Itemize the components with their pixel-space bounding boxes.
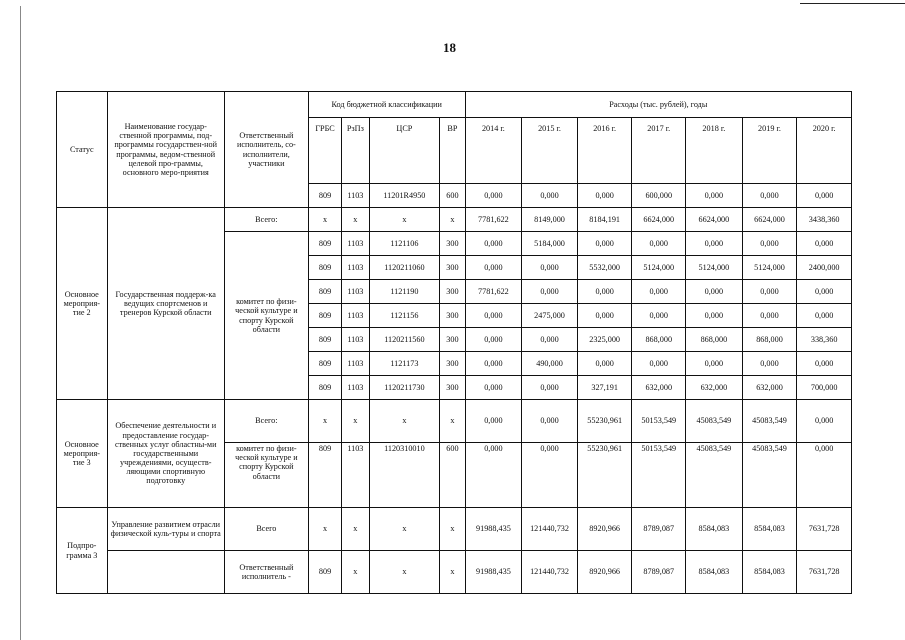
table-row <box>57 400 852 443</box>
cell: 0,000 <box>465 256 522 280</box>
cell: 300 <box>440 280 465 304</box>
cell: 327,191 <box>577 376 632 400</box>
cell: 809 <box>308 304 341 328</box>
cell: 0,000 <box>686 184 743 208</box>
cell: 0,000 <box>465 352 522 376</box>
header-status: Статус <box>57 92 108 208</box>
cell: 809 <box>308 280 341 304</box>
sub3-name: Управление развитием отрасли физической куль-туры и спорта <box>107 508 224 551</box>
cell: 7631,728 <box>797 508 852 551</box>
cell: 0,000 <box>465 232 522 256</box>
cell: 1121106 <box>369 232 440 256</box>
cell: 45083,549 <box>742 400 797 443</box>
cell: 0,000 <box>577 304 632 328</box>
cell: 50153,549 <box>632 400 686 443</box>
cell: х <box>342 400 369 443</box>
cell: 0,000 <box>522 400 578 443</box>
cell: 0,000 <box>797 443 852 508</box>
cell: 1120211060 <box>369 256 440 280</box>
cell: 809 <box>308 443 341 508</box>
cell: 300 <box>440 256 465 280</box>
cell: 45083,549 <box>686 400 743 443</box>
cell: 1120211730 <box>369 376 440 400</box>
cell: х <box>369 400 440 443</box>
cell: 0,000 <box>465 376 522 400</box>
m3-total-label: Всего: <box>224 400 308 443</box>
cell: 121440,732 <box>522 508 578 551</box>
cell: 8584,083 <box>686 508 743 551</box>
top-right-rule <box>800 3 905 4</box>
cell: 600 <box>440 184 465 208</box>
cell: 700,000 <box>797 376 852 400</box>
cell: 868,000 <box>686 328 743 352</box>
cell: 0,000 <box>522 256 578 280</box>
cell: 632,000 <box>742 376 797 400</box>
header-expenses: Расходы (тыс. рублей), годы <box>465 92 851 118</box>
cell: х <box>440 208 465 232</box>
m2-total-label: Всего: <box>224 208 308 232</box>
cell: 8920,966 <box>577 551 632 594</box>
cell: 632,000 <box>632 376 686 400</box>
m3-name: Обеспечение деятельности и предоставление государ-ственных услуг областны-ми государственными учреждениями, осуществ-ляющими спортивную подготовку <box>107 400 224 508</box>
budget-table <box>56 91 852 594</box>
cell: 1121173 <box>369 352 440 376</box>
cell: 8584,083 <box>742 551 797 594</box>
cell: х <box>342 551 369 594</box>
cell: 8789,087 <box>632 551 686 594</box>
cell: х <box>308 208 341 232</box>
cell: 55230,961 <box>577 400 632 443</box>
header-row-1 <box>57 92 852 118</box>
cell: 0,000 <box>797 184 852 208</box>
cell: 45083,549 <box>742 443 797 508</box>
cell: 338,360 <box>797 328 852 352</box>
cell: 0,000 <box>742 280 797 304</box>
cell: 1121190 <box>369 280 440 304</box>
cell: 1121156 <box>369 304 440 328</box>
cell: 7781,622 <box>465 280 522 304</box>
cell: 8149,000 <box>522 208 578 232</box>
cell: 0,000 <box>632 232 686 256</box>
cell: 2475,000 <box>522 304 578 328</box>
cell: 809 <box>308 232 341 256</box>
cell: 0,000 <box>522 280 578 304</box>
cell: 6624,000 <box>632 208 686 232</box>
cell: 1103 <box>342 184 369 208</box>
header-year-2014: 2014 г. <box>465 118 522 184</box>
cell: 0,000 <box>742 232 797 256</box>
cell: 300 <box>440 328 465 352</box>
cell: 809 <box>308 352 341 376</box>
cell: 0,000 <box>577 184 632 208</box>
cell: 1103 <box>342 280 369 304</box>
cell: 809 <box>308 328 341 352</box>
cell: х <box>369 208 440 232</box>
m2-status: Основное мероприя-тие 2 <box>57 208 108 400</box>
cell: 0,000 <box>522 376 578 400</box>
sub3-status: Подпро-грамма 3 <box>57 508 108 594</box>
header-year-2016: 2016 г. <box>577 118 632 184</box>
cell: 0,000 <box>465 443 522 508</box>
header-rzpr: РзПз <box>342 118 369 184</box>
cell: 809 <box>308 256 341 280</box>
cell: 809 <box>308 551 341 594</box>
header-year-2015: 2015 г. <box>522 118 578 184</box>
cell: х <box>342 508 369 551</box>
cell: 0,000 <box>742 352 797 376</box>
cell: 0,000 <box>686 232 743 256</box>
cell: 1103 <box>342 328 369 352</box>
cell: 7631,728 <box>797 551 852 594</box>
cell: 1103 <box>342 304 369 328</box>
cell: 632,000 <box>686 376 743 400</box>
sub3-empty-name <box>107 551 224 594</box>
sub3-executor: Ответственный исполнитель - <box>224 551 308 594</box>
cell: х <box>369 551 440 594</box>
cell: 45083,549 <box>686 443 743 508</box>
cell: 1103 <box>342 352 369 376</box>
cell: 7781,622 <box>465 208 522 232</box>
cell: 121440,732 <box>522 551 578 594</box>
cell: х <box>369 508 440 551</box>
cell: 11201R4950 <box>369 184 440 208</box>
cell: 0,000 <box>465 400 522 443</box>
cell: 1103 <box>342 256 369 280</box>
cell: 0,000 <box>797 232 852 256</box>
header-year-2017: 2017 г. <box>632 118 686 184</box>
cell: 5124,000 <box>686 256 743 280</box>
sub3-total-label: Всего <box>224 508 308 551</box>
cell: 0,000 <box>797 304 852 328</box>
cell: 8920,966 <box>577 508 632 551</box>
cell: 5184,000 <box>522 232 578 256</box>
cell: 91988,435 <box>465 508 522 551</box>
cell: 600,000 <box>632 184 686 208</box>
cell: 0,000 <box>577 352 632 376</box>
cell: 8584,083 <box>742 508 797 551</box>
cell: 0,000 <box>522 328 578 352</box>
cell: 6624,000 <box>742 208 797 232</box>
cell: 1103 <box>342 443 369 508</box>
cell: 1103 <box>342 376 369 400</box>
cell: 490,000 <box>522 352 578 376</box>
table-row <box>57 208 852 232</box>
cell: 300 <box>440 304 465 328</box>
cell: 809 <box>308 184 341 208</box>
table-row <box>57 551 852 594</box>
cell: 0,000 <box>522 443 578 508</box>
header-vr: ВР <box>440 118 465 184</box>
cell: х <box>440 508 465 551</box>
cell: 0,000 <box>686 280 743 304</box>
cell: 0,000 <box>577 280 632 304</box>
cell: 0,000 <box>686 352 743 376</box>
cell: 91988,435 <box>465 551 522 594</box>
cell: 8789,087 <box>632 508 686 551</box>
cell: 1103 <box>342 232 369 256</box>
m3-executor: комитет по физи-ческой культуре и спорту Курской области <box>224 443 308 508</box>
header-budget-code: Код бюджетной классификации <box>308 92 465 118</box>
cell: 809 <box>308 376 341 400</box>
m2-name: Государственная поддерж-ка ведущих спортсменов и тренеров Курской области <box>107 208 224 400</box>
header-year-2020: 2020 г. <box>797 118 852 184</box>
header-csr: ЦСР <box>369 118 440 184</box>
cell: 0,000 <box>686 304 743 328</box>
cell: 0,000 <box>465 328 522 352</box>
cell: 55230,961 <box>577 443 632 508</box>
header-year-2019: 2019 г. <box>742 118 797 184</box>
cell: 0,000 <box>797 400 852 443</box>
cell: х <box>308 400 341 443</box>
cell: х <box>308 508 341 551</box>
m2-executor: комитет по физи-ческой культуре и спорту Курской области <box>224 232 308 400</box>
cell: 0,000 <box>522 184 578 208</box>
cell: 600 <box>440 443 465 508</box>
cell: 8584,083 <box>686 551 743 594</box>
cell: х <box>440 551 465 594</box>
header-grbs: ГРБС <box>308 118 341 184</box>
cell: 300 <box>440 232 465 256</box>
cell: 0,000 <box>742 304 797 328</box>
cell: х <box>342 208 369 232</box>
cell: 1120310010 <box>369 443 440 508</box>
cell: 8184,191 <box>577 208 632 232</box>
cell: 0,000 <box>632 304 686 328</box>
cell: 868,000 <box>632 328 686 352</box>
cell: 0,000 <box>742 184 797 208</box>
header-executor: Ответственный исполнитель, со-исполнители, участники <box>224 92 308 208</box>
cell: 1120211560 <box>369 328 440 352</box>
cell: 0,000 <box>797 352 852 376</box>
m3-status: Основное мероприя-тие 3 <box>57 400 108 508</box>
cell: 5124,000 <box>742 256 797 280</box>
cell: 5532,000 <box>577 256 632 280</box>
cell: 300 <box>440 352 465 376</box>
cell: 5124,000 <box>632 256 686 280</box>
cell: х <box>440 400 465 443</box>
header-year-2018: 2018 г. <box>686 118 743 184</box>
left-margin-line <box>20 6 21 640</box>
table-row <box>57 508 852 551</box>
cell: 2400,000 <box>797 256 852 280</box>
cell: 2325,000 <box>577 328 632 352</box>
cell: 868,000 <box>742 328 797 352</box>
cell: 0,000 <box>577 232 632 256</box>
cell: 50153,549 <box>632 443 686 508</box>
cell: 0,000 <box>465 184 522 208</box>
cell: 0,000 <box>632 352 686 376</box>
cell: 6624,000 <box>686 208 743 232</box>
header-name: Наименование государ-ственной программы, под-программы государствен-ной программы, ведом-ственной целевой про-граммы, основного меро-приятия <box>107 92 224 208</box>
cell: 300 <box>440 376 465 400</box>
cell: 0,000 <box>632 280 686 304</box>
cell: 0,000 <box>465 304 522 328</box>
cell: 0,000 <box>797 280 852 304</box>
cell: 3438,360 <box>797 208 852 232</box>
page-number: 18 <box>443 40 456 55</box>
